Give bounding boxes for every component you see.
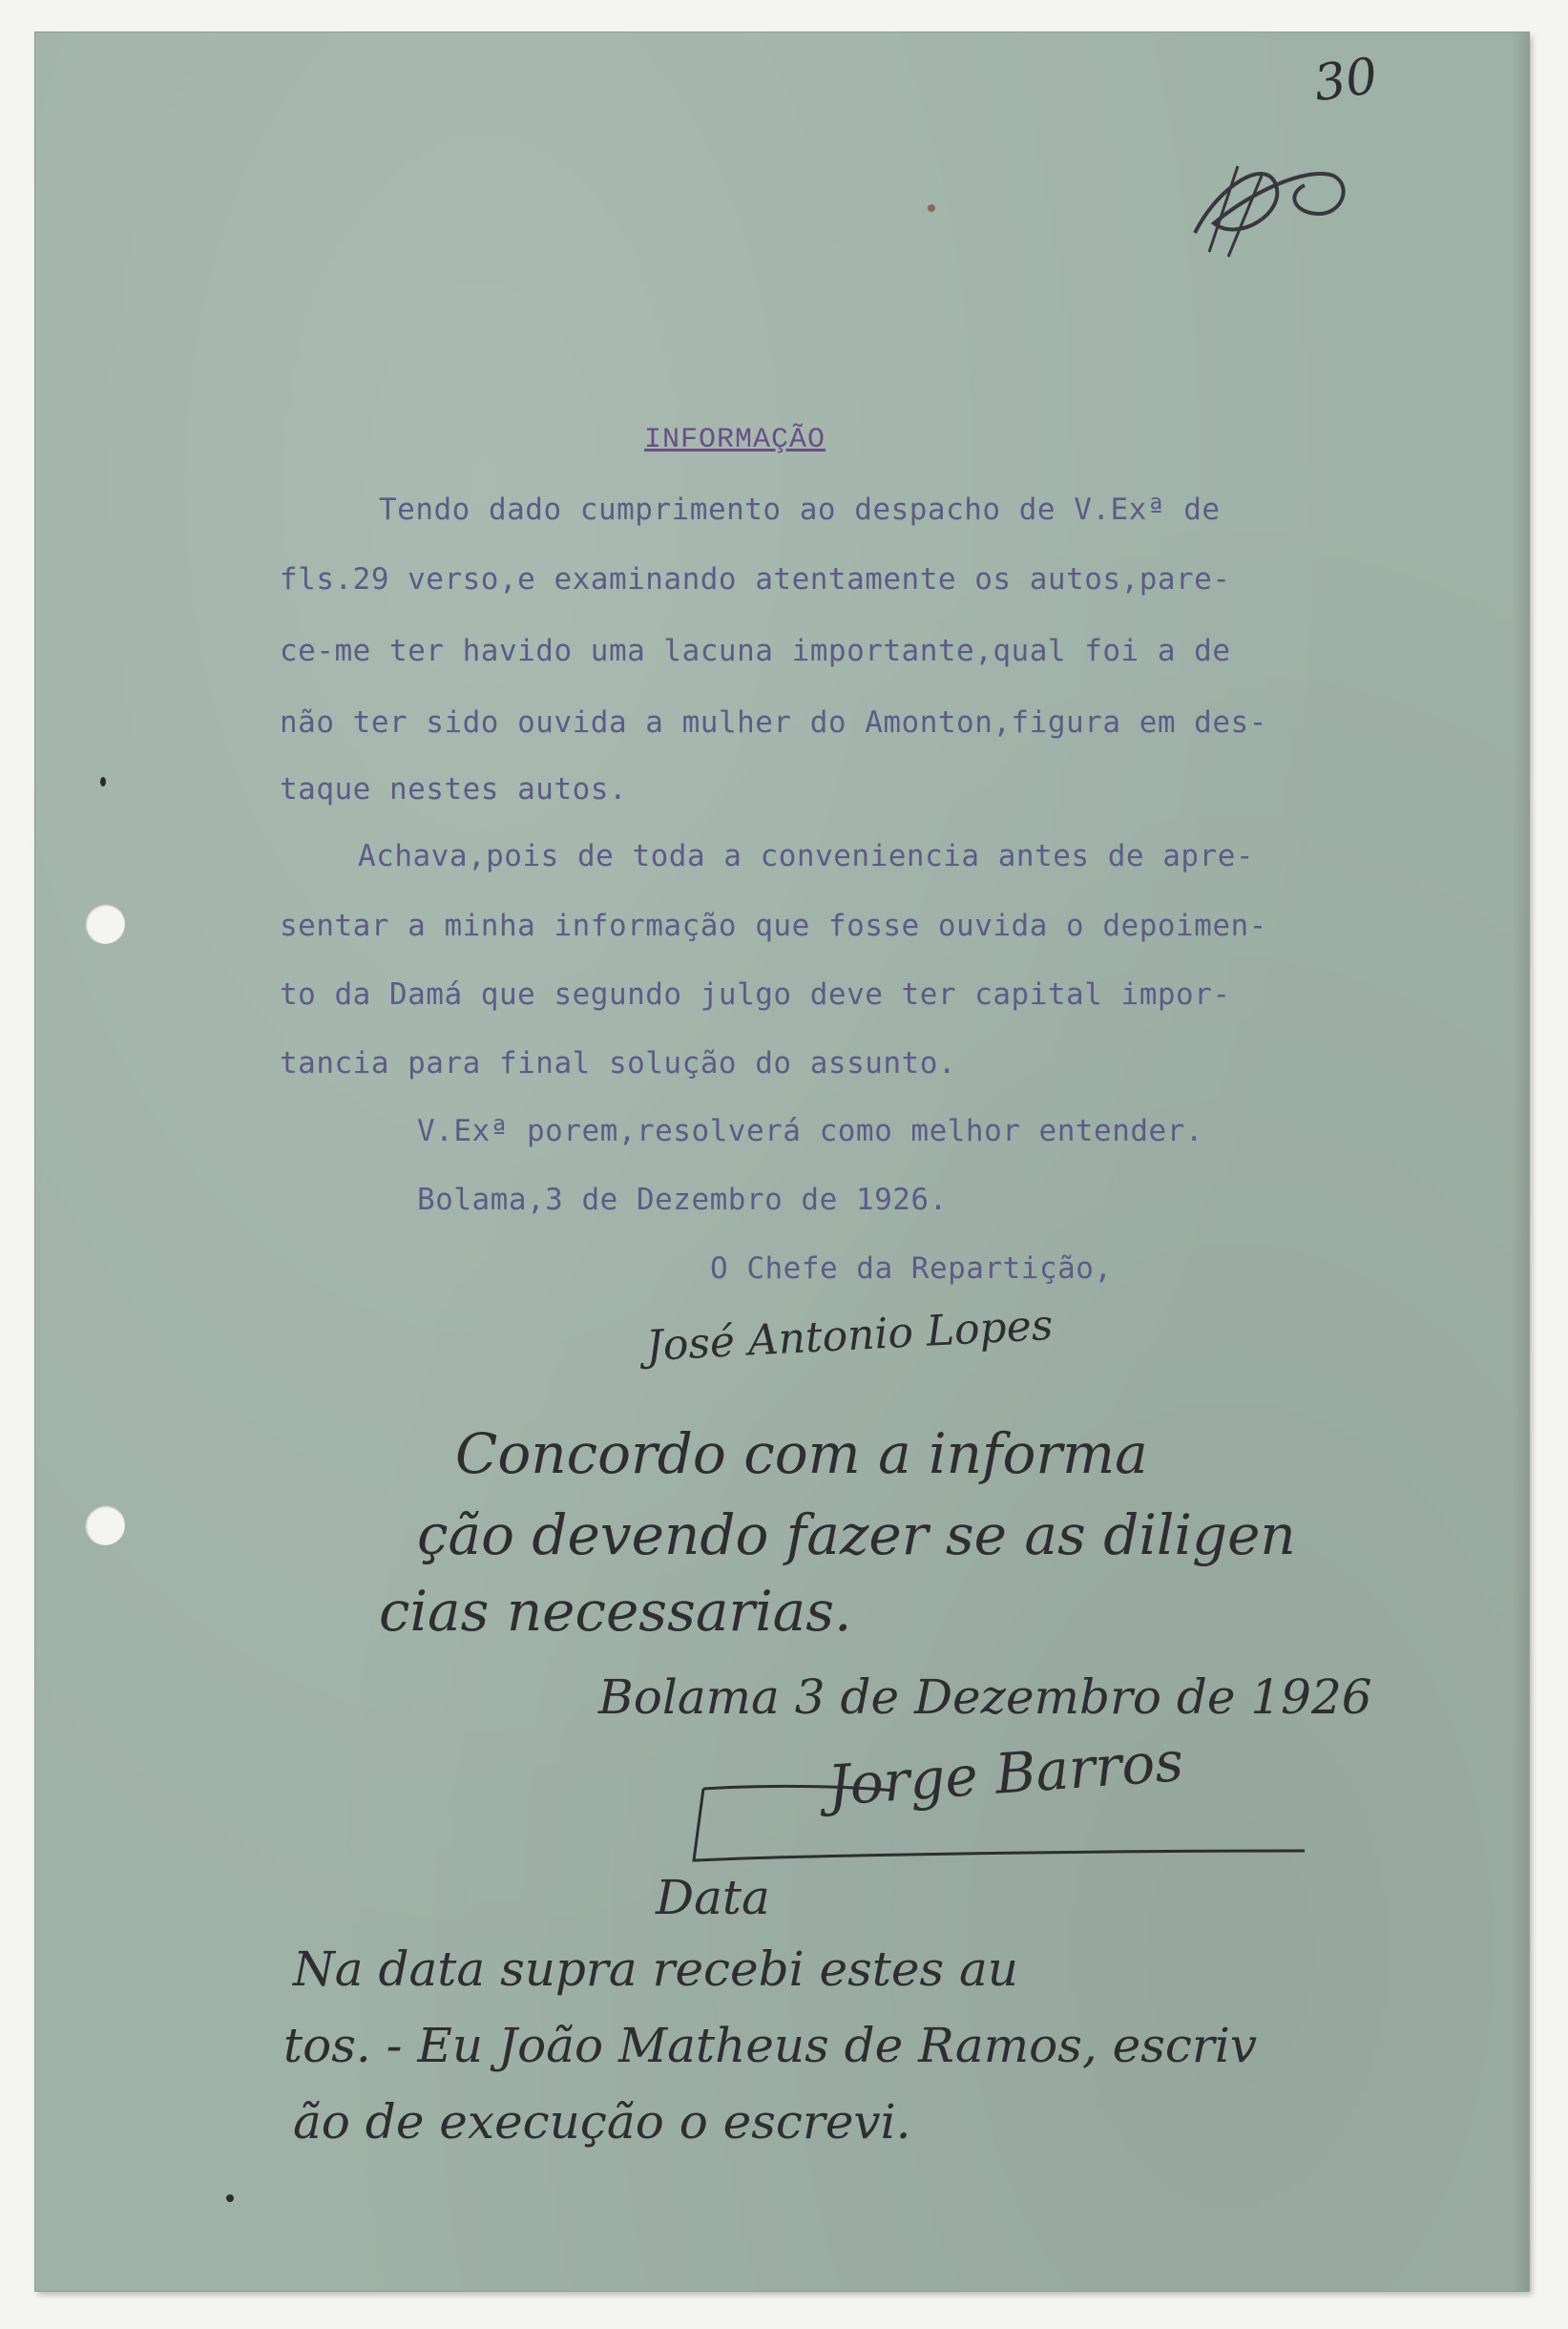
punch-hole-bottom: [85, 1505, 125, 1545]
data-heading: Data: [656, 1870, 770, 1925]
body-line-12: O Chefe da Repartição,: [710, 1251, 1113, 1286]
body-line-4: não ter sido ouvida a mulher do Amonton,figura em des-: [280, 705, 1267, 740]
body-line-7: sentar a minha informação que fosse ouvida o depoimen-: [280, 909, 1267, 943]
punch-hole-top: [85, 904, 125, 944]
page-number: 30: [1310, 47, 1382, 114]
ink-speck: [928, 204, 935, 212]
data-line-1: Na data supra recebi estes au: [293, 1941, 1019, 1997]
body-line-5: taque nestes autos.: [280, 772, 628, 807]
document-sheet: [35, 32, 1529, 2291]
ink-speck: [100, 777, 106, 787]
body-line-3: ce-me ter havido uma lacuna importante,qual foi a de: [280, 634, 1231, 668]
ink-speck: [226, 2194, 234, 2202]
sheet-edge-shadow: [1512, 32, 1529, 2291]
dispatch-line-2: ção devendo fazer se as diligen: [417, 1502, 1296, 1567]
body-line-11: Bolama,3 de Dezembro de 1926.: [417, 1183, 948, 1217]
data-line-3: ão de execução o escrevi.: [293, 2094, 911, 2150]
dispatch-line-3: cias necessarias.: [379, 1579, 852, 1644]
body-line-9: tancia para final solução do assunto.: [280, 1046, 957, 1081]
body-line-8: to da Damá que segundo julgo deve ter capital impor-: [280, 977, 1231, 1012]
body-line-2: fls.29 verso,e examinando atentamente os autos,pare-: [280, 562, 1231, 597]
governor-signature: Jorge Barros: [826, 1729, 1186, 1818]
body-line-1: Tendo dado cumprimento ao despacho de V.Exª de: [379, 493, 1221, 527]
body-line-6: Achava,pois de toda a conveniencia antes de apre-: [358, 839, 1255, 873]
chief-signature: José Antonio Lopes: [644, 1300, 1055, 1372]
dispatch-line-1: Concordo com a informa: [455, 1421, 1148, 1486]
document-heading: INFORMAÇÃO: [644, 424, 826, 456]
body-line-10: V.Exª porem,resolverá como melhor entender.: [417, 1114, 1204, 1148]
data-line-2: tos. - Eu João Matheus de Ramos, escriv: [283, 2018, 1258, 2073]
dispatch-date: Bolama 3 de Dezembro de 1926: [598, 1669, 1372, 1725]
